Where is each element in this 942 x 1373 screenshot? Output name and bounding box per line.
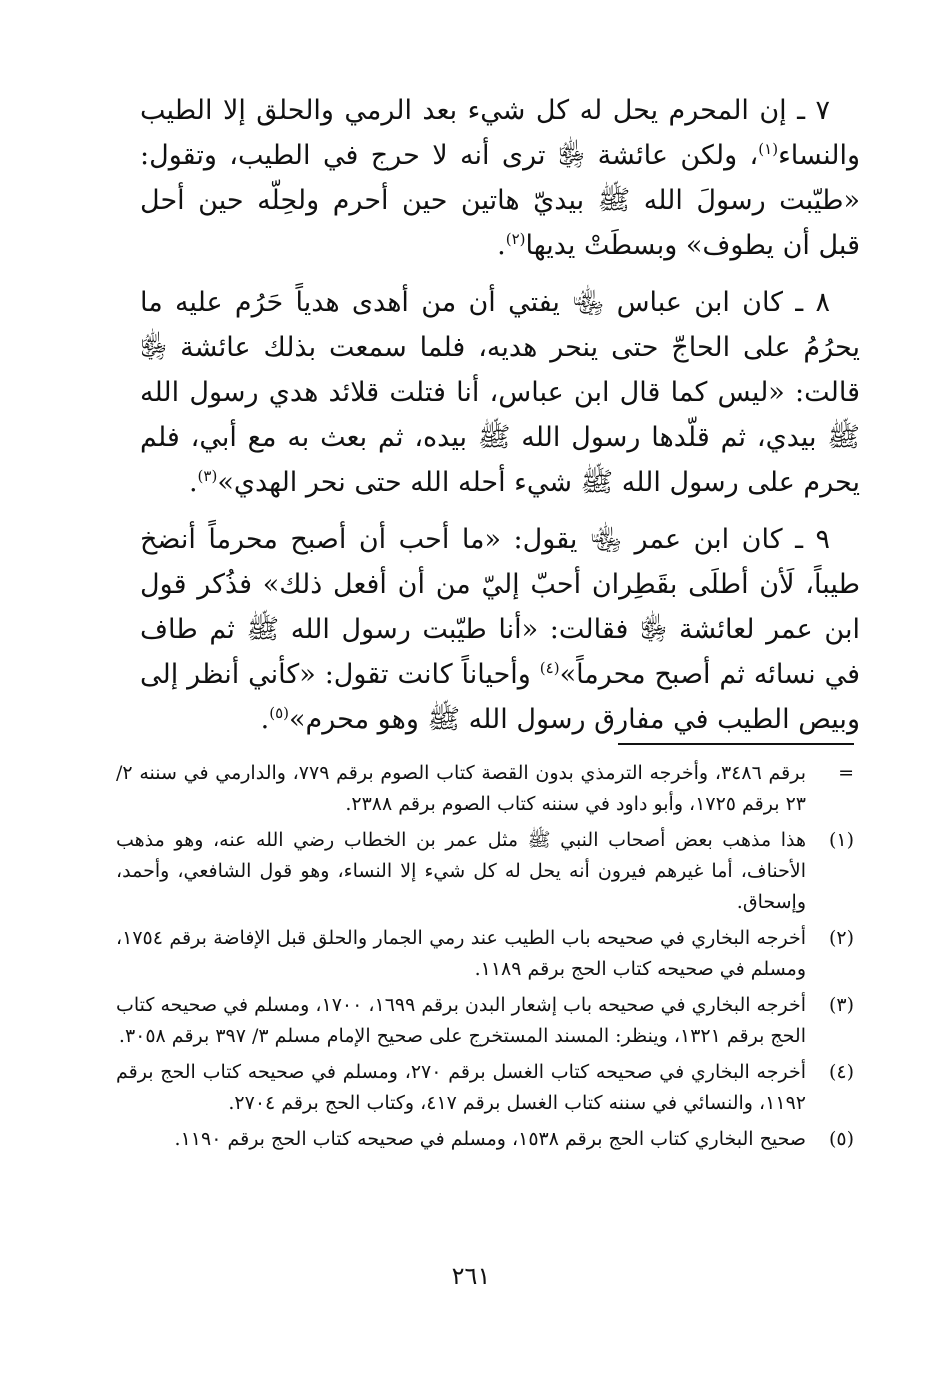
- footnote-mark: (٢): [828, 927, 854, 949]
- paragraph-text: ٩ ـ كان ابن عمر ﵄ يقول: «ما أحب أن أصبح محرماً أنضخ طيباً، لَأن أطلَى بقَطِران أحبّ إليّ من أن أفعل ذلك» فذُكر قول ابن عمر لعائشة ﵂ فقالت: «أنا طيّبت رسول الله ﷺ ثم طاف في نسائه ثم أصبح محرماً»: [140, 524, 860, 690]
- paragraph-9: [140, 517, 860, 742]
- paragraph-text: ٨ ـ كان ابن عباس ﵄ يفتي أن من أهدى هدياً حَرُم عليه ما يحرُمُ على الحاجّ حتى ينحر هديه، فلما سمعت بذلك عائشة ﵂ قالت: «ليس كما قال ابن عباس، أنا فتلت قلائد هدي رسول الله ﷺ بيدي، ثم قلّدها رسول الله ﷺ بيده، ثم بعث به مع أبي، فلم يحرم على رسول الله ﷺ شيء أحله الله حتى نحر الهدي»: [140, 287, 860, 498]
- paragraph-text: .: [260, 704, 270, 735]
- footnote-ref: (٥): [269, 704, 290, 722]
- footnote-ref: (١): [758, 140, 779, 158]
- footnote-text: صحيح البخاري كتاب الحج برقم ١٥٣٨، ومسلم في صحيحه كتاب الحج برقم ١١٩٠.: [174, 1128, 806, 1150]
- footnote-3: [116, 990, 854, 1052]
- footnote-text: أخرجه البخاري في صحيحه باب الطيب عند رمي الجمار والحلق قبل الإفاضة برقم ١٧٥٤، ومسلم في صحيحه كتاب الحج برقم ١١٨٩.: [116, 927, 806, 980]
- paragraph-8: [140, 280, 860, 505]
- paragraph-text: ٧ ـ إن المحرم يحل له كل شيء بعد الرمي والحلق إلا الطيب والنساء: [140, 95, 860, 171]
- paragraph-text: ، ولكن عائشة ﵂ ترى أنه لا حرج في الطيب، وتقول: «طيّبت رسولَ الله ﷺ بيديّ هاتين حين أحرم ولحِلّه حين أحل قبل أن يطوف» وبسطَتْ يديها: [140, 140, 860, 261]
- footnotes: [116, 758, 854, 1160]
- footnote-text: أخرجه البخاري في صحيحه كتاب الغسل برقم ٢٧٠، ومسلم في صحيحه كتاب الحج برقم ١١٩٢، والنسائي في سننه كتاب الغسل برقم ٤١٧، وكتاب الحج برقم ٢٧٠٤.: [116, 1061, 806, 1114]
- paragraph-text: .: [188, 467, 198, 498]
- main-text: [140, 88, 860, 742]
- footnote-continuation: [116, 758, 854, 820]
- footnote-2: [116, 923, 854, 985]
- footnote-1: [116, 825, 854, 918]
- page-number: ٢٦١: [451, 1262, 491, 1290]
- footnote-text: برقم ٣٤٨٦، وأخرجه الترمذي بدون القصة كتاب الصوم برقم ٧٧٩، والدارمي في سننه ٢/ ٢٣ برقم ١٧٢٥، وأبو داود في سننه كتاب الصوم برقم ٢٣٨٨.: [116, 762, 806, 815]
- footnote-mark: (٤): [828, 1061, 854, 1083]
- footnote-mark: (٣): [828, 994, 854, 1016]
- footnote-text: هذا مذهب بعض أصحاب النبي ﷺ مثل عمر بن الخطاب رضي الله عنه، وهو مذهب الأحناف، أما غيرهم فيرون أنه يحل له كل شيء إلا النساء، وهو قول الشافعي، وأحمد، وإسحاق.: [116, 829, 806, 913]
- footnote-5: [116, 1124, 854, 1155]
- paragraph-text: وأحياناً كانت تقول: «كأني أنظر إلى وبيص الطيب في مفارق رسول الله ﷺ وهو محرم»: [140, 659, 860, 735]
- footnote-4: [116, 1057, 854, 1119]
- footnote-ref: (٤): [539, 659, 560, 677]
- footnote-ref: (٣): [197, 467, 218, 485]
- footnote-ref: (٢): [505, 230, 526, 248]
- footnote-mark: (١): [828, 829, 854, 851]
- footnote-mark: (٥): [828, 1128, 854, 1150]
- footnote-mark: =: [838, 762, 854, 784]
- paragraph-text: .: [497, 230, 506, 261]
- footnote-separator: [618, 743, 854, 745]
- paragraph-7: [140, 88, 860, 268]
- footnote-text: أخرجه البخاري في صحيحه باب إشعار البدن برقم ١٦٩٩، ١٧٠٠، ومسلم في صحيحه كتاب الحج برقم ١٣٢١، وينظر: المسند المستخرج على صحيح الإمام مسلم ٣/ ٣٩٧ برقم ٣٠٥٨.: [116, 994, 806, 1047]
